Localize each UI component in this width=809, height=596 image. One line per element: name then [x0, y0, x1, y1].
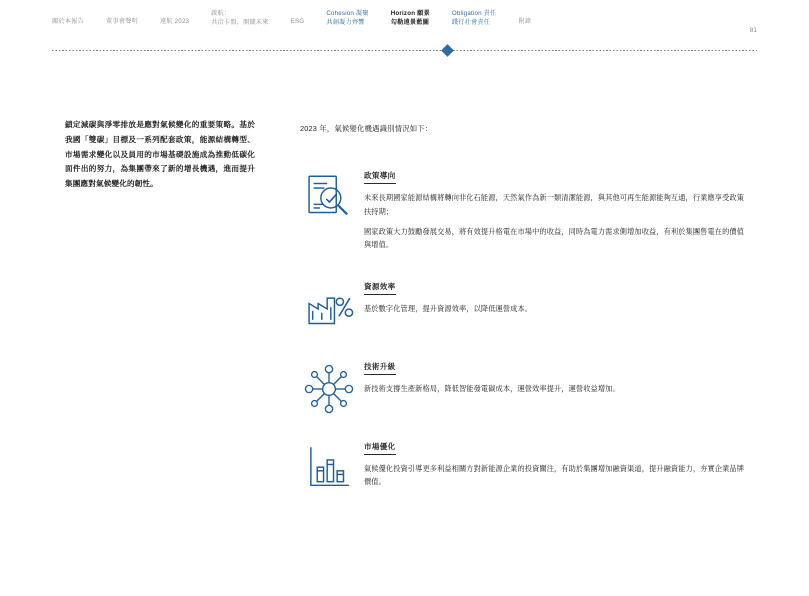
feature-body: [364, 163, 750, 251]
nav-item-label-line2: 共創凝力齊響: [326, 18, 365, 26]
nav-item-label-line2: 勾勒遠景藍圖: [390, 18, 430, 26]
left-column-paragraph: 鎖定減碳與淨零排放是應對氣候變化的重要策略。基於我國「雙碳」目標及一系列配套政策，能源結構轉型、市場需求變化以及員用的市場基礎設施成為推動低碳化面件出的努力，為集團帶來了新的增長機遇，進而提升集團應對氣候變化的韌性。: [65, 120, 255, 189]
feature-title: 資源效率: [364, 281, 396, 295]
feature-title: 政策導向: [364, 170, 396, 184]
feature-body: [364, 434, 750, 489]
nav-item-label-line1: Cohesion 凝聚: [326, 10, 369, 17]
nav-item-about-report[interactable]: [52, 18, 84, 27]
nav-item-label: ESG: [290, 18, 305, 25]
feature-body: [364, 274, 750, 315]
feature-policy-direction: [300, 163, 750, 251]
nav-item-label-line2: 共洽卡盟，開闊未來: [211, 18, 269, 26]
nav-item-label: 遠航 2023: [159, 18, 190, 25]
feature-paragraph: 國家政策大力鼓勵發展交易，將有效提升格電在市場中的收益，同時為電力需求側增加收益，有利於集團售電在的價值與增值。: [364, 226, 744, 250]
nav-item-obligation[interactable]: [452, 10, 497, 28]
section-intro-text: 2023 年，氣候變化機遇識別情況如下：: [300, 124, 433, 133]
nav-item-appendix[interactable]: [518, 18, 531, 27]
nav-item-label-line1: 啟航：: [211, 10, 231, 17]
page-number: 81: [749, 27, 757, 34]
feature-technology-upgrade: [300, 354, 750, 412]
document-search-icon: [300, 169, 358, 227]
feature-resource-efficiency: [300, 274, 750, 332]
nav-item-label-line1: Horizon 願景: [390, 10, 430, 17]
feature-market-optimization: [300, 434, 750, 492]
nav-active-marker-diamond-icon: [441, 44, 454, 57]
nav-item-label-line2: 踐行社會責任: [451, 18, 491, 26]
factory-percent-icon: [300, 280, 358, 338]
nav-item-setting-sail[interactable]: [211, 10, 269, 28]
left-text-column: [65, 118, 255, 192]
feature-title: 市場優化: [364, 441, 396, 455]
feature-paragraph: 基於數字化管理，提升資源效率，以降低運營成本。: [364, 303, 533, 313]
nav-item-voyage-2023[interactable]: [160, 18, 189, 27]
nav-item-label: 董事會聲明: [105, 18, 138, 25]
feature-paragraph: 氣候優化投資引導更多利益相關方對新能源企業的投資關注，有助於集團增加融資渠道，提升融資能力，夯實企業品牌價值。: [364, 463, 744, 486]
nav-divider: [52, 50, 757, 51]
nav-item-cohesion[interactable]: [326, 10, 368, 28]
nav-item-label-line1: Obligation 責任: [451, 10, 497, 17]
nav-item-esg[interactable]: [291, 18, 305, 27]
feature-paragraph: 未來長期國家能源結構將轉向非化石能源，天然氣作為新一類清潔能源，與其他可再生能源能夠互通，行業應享受政策扶持期；: [364, 193, 744, 216]
feature-title: 技術升級: [364, 361, 396, 375]
nav-item-label: 附錄: [518, 18, 532, 25]
top-navigation: [0, 0, 809, 52]
nav-item-list: [52, 10, 752, 28]
nav-item-horizon[interactable]: [391, 10, 430, 28]
feature-body: [364, 354, 750, 395]
nav-item-label: 關於本報告: [52, 18, 84, 25]
bar-chart-icon: [300, 440, 358, 498]
network-nodes-icon: [300, 360, 358, 418]
right-content-column: [300, 122, 750, 514]
nav-item-board-statement[interactable]: [106, 18, 138, 27]
feature-paragraph: 新技術支撐生產新格局，降低智能發電碳成本，運營效率提升，運營收益增加。: [364, 383, 620, 393]
